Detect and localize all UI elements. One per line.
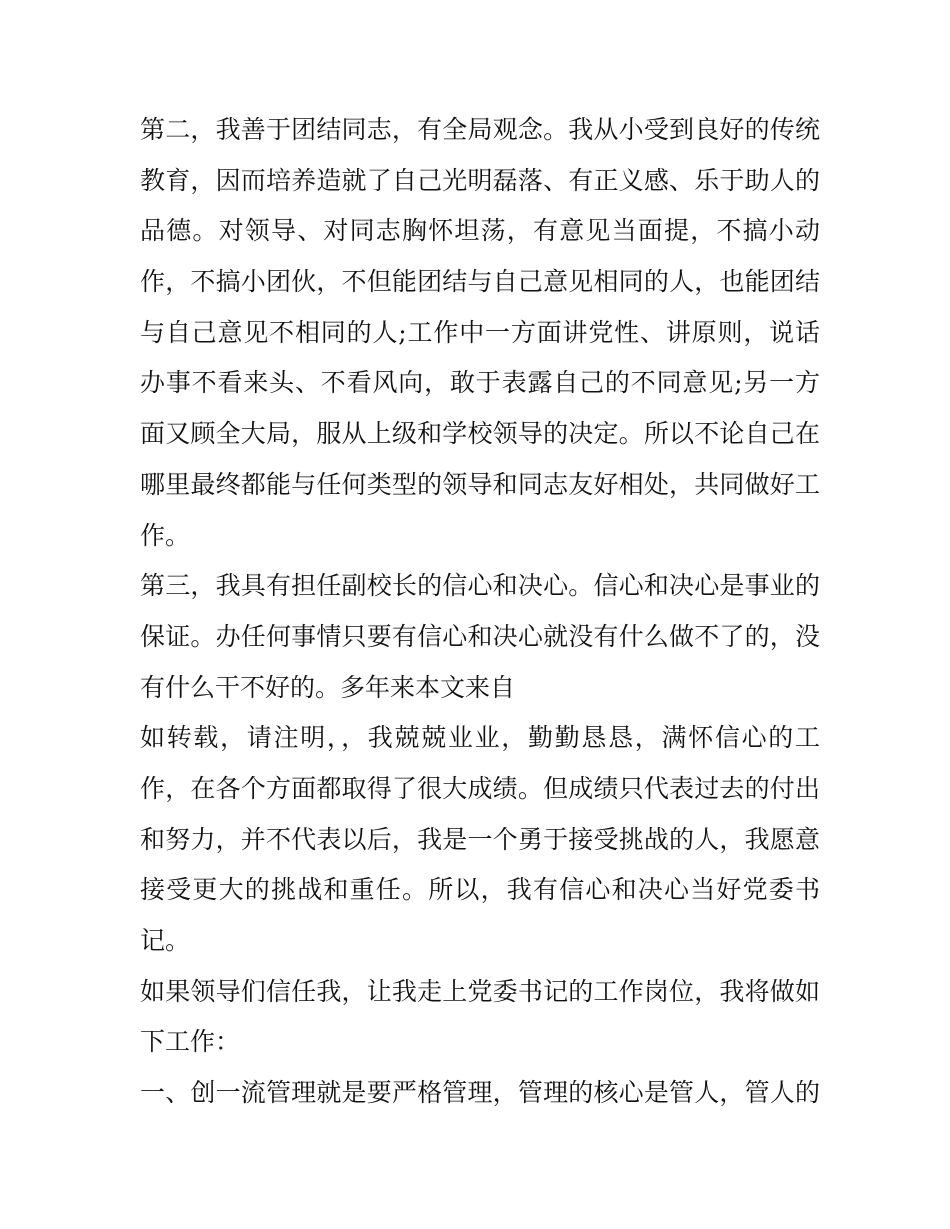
text-line: 第三，我具有担任副校长的信心和决心。信心和决心是事业的 (140, 571, 820, 601)
text-line: 面又顾全大局，服从上级和学校领导的决定。所以不论自己在 (140, 419, 820, 449)
text-line: 如果领导们信任我，让我走上党委书记的工作岗位，我将做如 (140, 976, 820, 1006)
text-line: 哪里最终都能与任何类型的领导和同志友好相处，共同做好工 (140, 469, 820, 499)
text-line: 与自己意见不相同的人;工作中一方面讲党性、讲原则，说话 (140, 317, 820, 347)
text-line: 接受更大的挑战和重任。所以，我有信心和决心当好党委书 (140, 875, 820, 905)
text-line: 如转载，请注明，，我兢兢业业，勤勤恳恳，满怀信心的工 (140, 723, 820, 753)
text-line: 和努力，并不代表以后，我是一个勇于接受挑战的人，我愿意 (140, 824, 820, 854)
text-line: 保证。办任何事情只要有信心和决心就没有什么做不了的，没 (140, 621, 820, 651)
text-line: 第二，我善于团结同志，有全局观念。我从小受到良好的传统 (140, 115, 820, 144)
text-line: 品德。对领导、对同志胸怀坦荡，有意见当面提，不搞小动 (140, 216, 820, 246)
text-line: 作，在各个方面都取得了很大成绩。但成绩只代表过去的付出 (140, 773, 820, 803)
text-line: 办事不看来头、不看风向，敢于表露自己的不同意见;另一方 (140, 368, 820, 398)
text-line: 记。 (140, 926, 191, 955)
text-line: 有什么干不好的。多年来本文来自 (140, 672, 516, 702)
text-line: 作。 (140, 520, 191, 550)
text-line: 作，不搞小团伙，不但能团结与自己意见相同的人，也能团结 (140, 267, 820, 297)
text-line: 一、创一流管理就是要严格管理，管理的核心是管人，管人的 (140, 1078, 820, 1108)
text-line: 下工作： (140, 1027, 241, 1057)
text-line: 教育，因而培养造就了自己光明磊落、有正义感、乐于助人的 (140, 165, 820, 195)
document-body (140, 105, 820, 1119)
